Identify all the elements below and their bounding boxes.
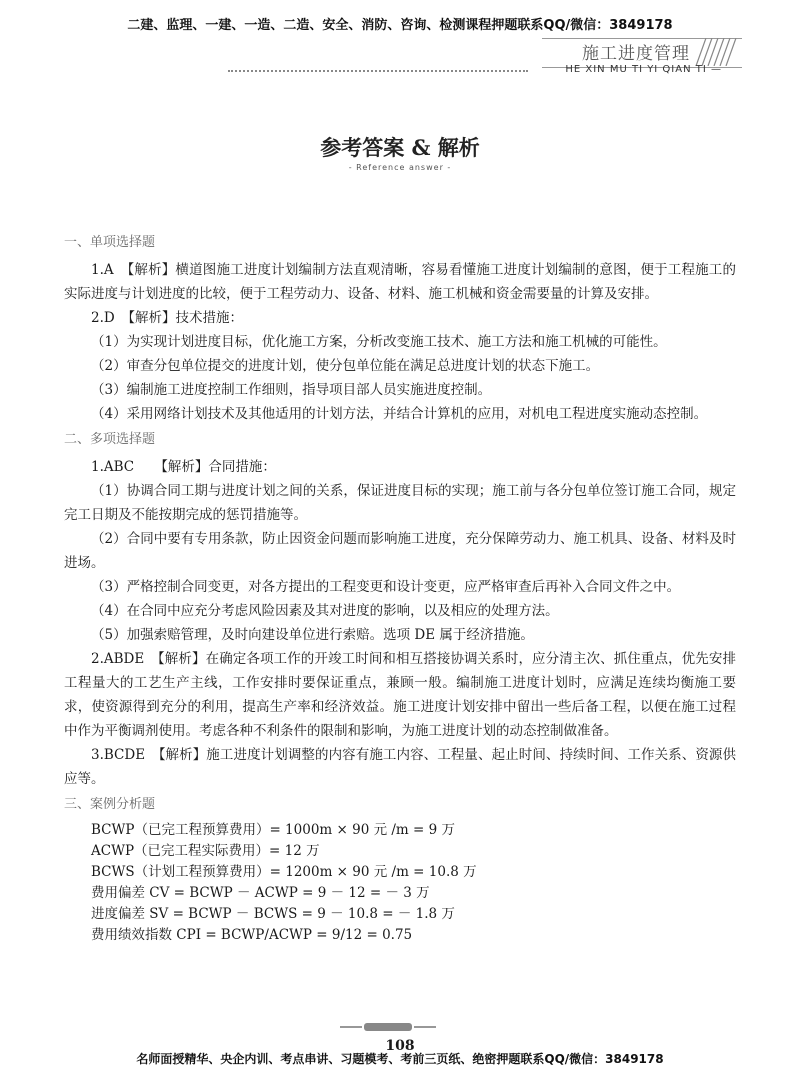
- section-heading-case-analysis: 三、案例分析题: [64, 797, 156, 812]
- calc-line: ACWP（已完工程实际费用）= 12 万: [91, 843, 320, 859]
- calc-line: BCWP（已完工程预算费用）= 1000m × 90 元 /m = 9 万: [91, 822, 455, 838]
- answer-2-1: 1.ABC 【解析】合同措施：: [91, 459, 276, 475]
- answer-2-1-item: （4）在合同中应充分考虑风险因素及其对进度的影响，以及相应的处理方法。: [91, 603, 559, 619]
- answer-1-2: 2.D 【解析】技术措施：: [91, 310, 243, 326]
- top-banner: 二建、监理、一建、一造、二造、安全、消防、咨询、检测课程押题联系QQ/微信：3849178: [127, 18, 673, 33]
- calc-line: 费用绩效指数 CPI = BCWP/ACWP = 9/12 = 0.75: [91, 927, 413, 943]
- header-stripes: [692, 38, 742, 66]
- answer-1-2-item: （2）审查分包单位提交的进度计划，使分包单位能在满足总进度计划的状态下施工。: [91, 358, 600, 374]
- calc-line: 费用偏差 CV = BCWP － ACWP = 9 － 12 = － 3 万: [91, 885, 430, 901]
- answer-2-2: 2.ABDE 【解析】在确定各项工作的开竣工时间和相互搭接协调关系时，应分清主次、抓住重点，优先安排工程量大的工艺生产主线，工作安排时要保证重点，兼顾一般。编制施工进度计划时，应满足连续均衡施工要求，使资源得到充分的利用，提高生产率和经济效益。施工进度计划安排中留出一些后备工程，以便在施工过程中作为平衡调剂使用。考虑各种不利条件的限制和影响，为施工进度计划的动态控制做准备。: [64, 651, 736, 739]
- answer-1-1: 1.A 【解析】横道图施工进度计划编制方法直观清晰，容易看懂施工进度计划编制的意图，便于工程施工的实际进度与计划进度的比较，便于工程劳动力、设备、材料、施工机械和资金需要量的计算及安排。: [64, 262, 736, 302]
- answer-1-2-item: （1）为实现计划进度目标，优化施工方案，分析改变施工技术、施工方法和施工机械的可能性。: [91, 334, 667, 350]
- answer-2-3: 3.BCDE 【解析】施工进度计划调整的内容有施工内容、工程量、起止时间、持续时间、工作关系、资源供应等。: [64, 747, 736, 787]
- answer-content: [64, 234, 736, 946]
- page-number: 108: [385, 1038, 415, 1054]
- section-heading-multiple-choice: 二、多项选择题: [64, 432, 156, 447]
- answer-2-1-item: （3）严格控制合同变更，对各方提出的工程变更和设计变更，应严格审查后再补入合同文件之中。: [91, 579, 681, 595]
- running-header-pinyin: HE XIN MU TI YI QIAN TI —: [565, 64, 722, 75]
- answer-2-1-item: （5）加强索赔管理，及时向建设单位进行索赔。选项 DE 属于经济措施。: [91, 627, 534, 643]
- answer-2-1-item: （1）协调合同工期与进度计划之间的关系，保证进度目标的实现；施工前与各分包单位签订施工合同，规定完工日期及不能按期完成的惩罚措施等。: [64, 483, 736, 523]
- footer-ornament: [340, 1022, 436, 1032]
- section-heading-single-choice: 一、单项选择题: [64, 235, 156, 250]
- header-dotted-rule: [228, 70, 528, 74]
- answer-1-2-item: （3）编制施工进度控制工作细则，指导项目部人员实施进度控制。: [91, 382, 492, 398]
- answer-1-2-item: （4）采用网络计划技术及其他适用的计划方法，并结合计算机的应用，对机电工程进度实施动态控制。: [91, 406, 708, 422]
- running-header-title: 施工进度管理: [582, 44, 690, 64]
- answer-2-1-item: （2）合同中要有专用条款，防止因资金问题而影响施工进度，充分保障劳动力、施工机具、设备、材料及时进场。: [64, 531, 736, 571]
- page-subtitle: - Reference answer -: [348, 163, 452, 172]
- bottom-banner: 名师面授精华、央企内训、考点串讲、习题模考、考前三页纸、绝密押题联系QQ/微信：3849178: [136, 1052, 664, 1066]
- calc-line: BCWS（计划工程预算费用）= 1200m × 90 元 /m = 10.8 万: [91, 864, 477, 880]
- calc-line: 进度偏差 SV = BCWP － BCWS = 9 － 10.8 = － 1.8 万: [91, 906, 455, 922]
- page-title: 参考答案 & 解析: [320, 135, 480, 160]
